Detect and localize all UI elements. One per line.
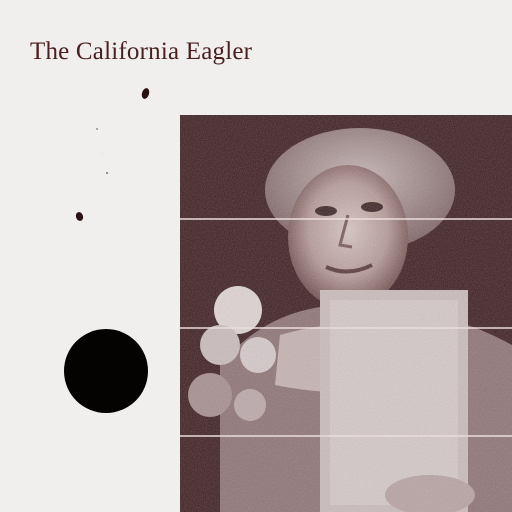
ink-speck bbox=[96, 128, 98, 130]
portrait-illustration bbox=[180, 115, 512, 512]
ink-speck bbox=[75, 211, 85, 222]
publication-title: The California Eagler bbox=[30, 38, 253, 65]
punch-hole bbox=[64, 329, 148, 413]
scan-line bbox=[180, 327, 512, 329]
ink-speck bbox=[106, 172, 108, 174]
photo-grain bbox=[180, 115, 512, 512]
scan-line bbox=[180, 435, 512, 437]
portrait-photo bbox=[180, 115, 512, 512]
scan-line bbox=[180, 218, 512, 220]
ink-speck bbox=[140, 87, 150, 100]
